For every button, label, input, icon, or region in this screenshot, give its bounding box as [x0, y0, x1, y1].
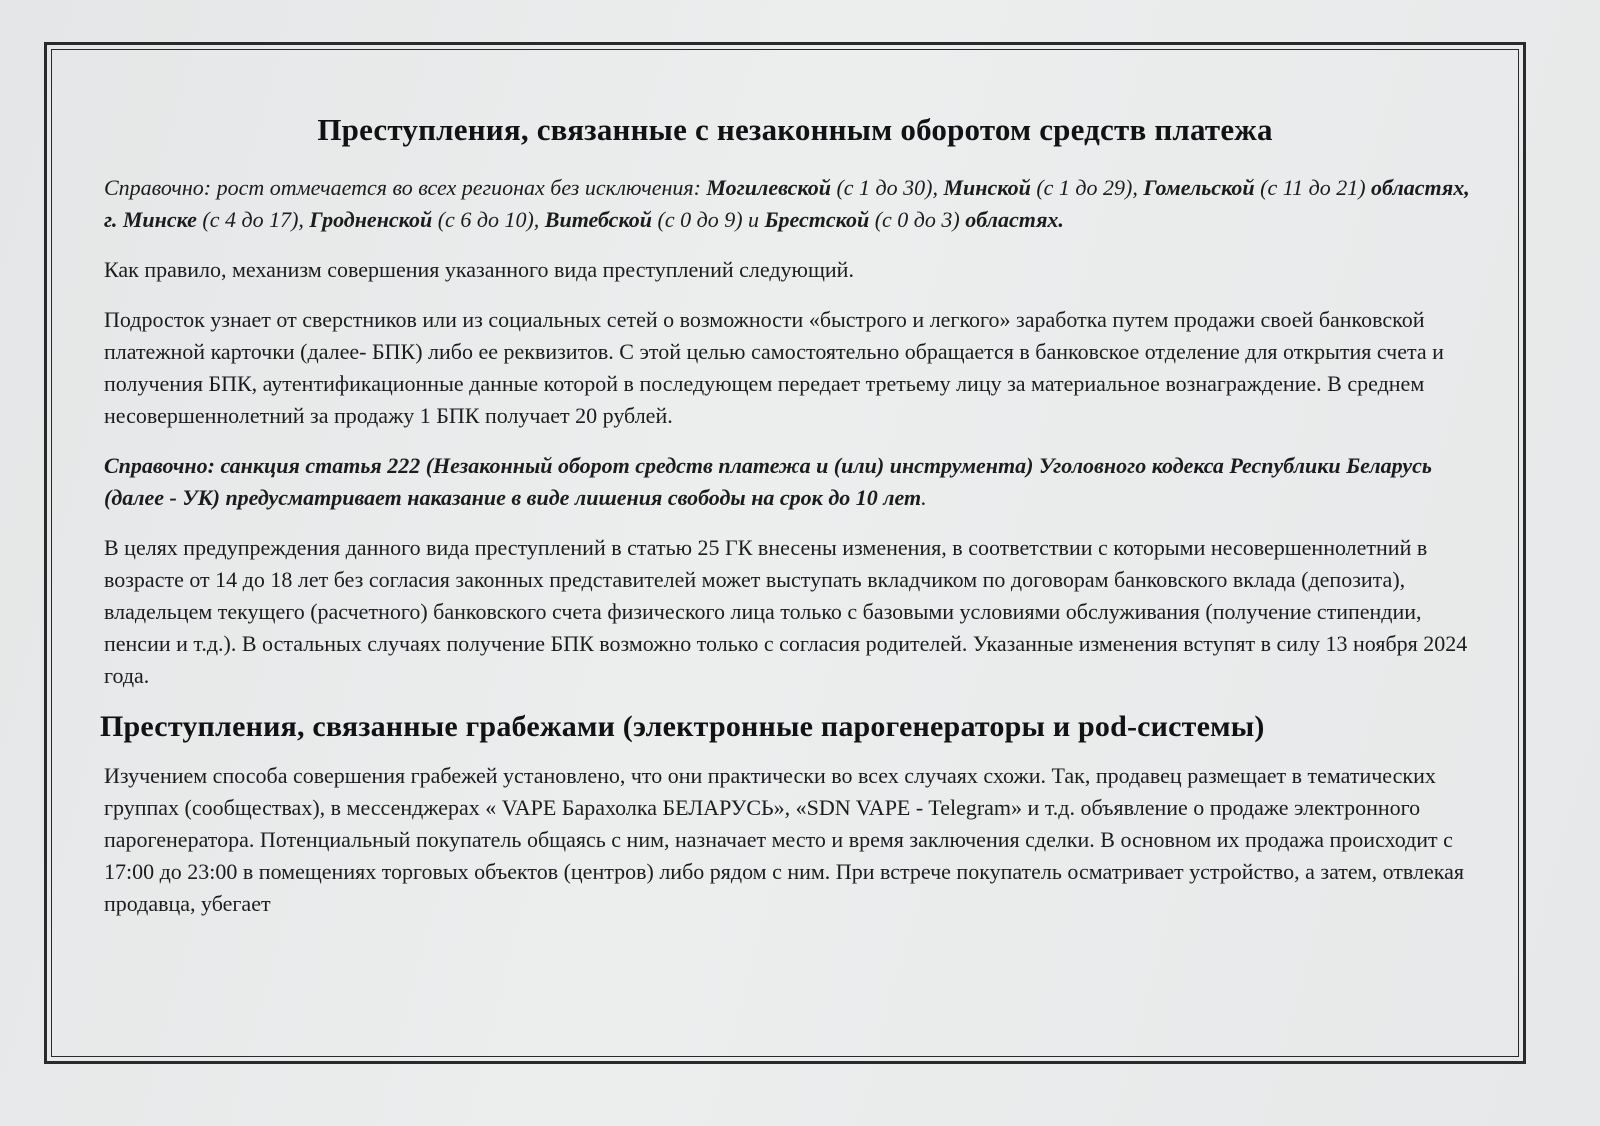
note-text: (с 11 до 21) — [1254, 175, 1372, 200]
note-text: (с 1 до 30), — [830, 175, 944, 200]
paragraph-mechanism-intro: Как правило, механизм совершения указанного вида преступлений следующий. — [104, 257, 854, 282]
paragraph-prevention-changes: В целях предупреждения данного вида преступлений в статью 25 ГК внесены изменения, в соответствии с которыми несовершеннолетний в возрасте от 14 до 18 лет без согласия законных представителей может выступать вкладчиком по договорам банковского вклада (депозита), владельцем текущего (расчетного) банковского счета физического лица только с базовыми условиями обслуживания (получение стипендии, пенсии и т.д.). В остальных случаях получение БПК возможно только с согласия родителей. Указанные изменения вступят в силу 13 ноября 2024 года. — [104, 535, 1468, 688]
reference-note-article-222 — [104, 450, 1486, 514]
note-text: (с 0 до 3) — [869, 207, 966, 232]
region-name: Гомельской — [1143, 175, 1255, 200]
region-name: Гродненской — [309, 207, 433, 232]
paragraph-mechanism-description: Подросток узнает от сверстников или из социальных сетей о возможности «быстрого и легкого» заработка путем продажи своей банковской платежной карточки (далее- БПК) либо ее реквизитов. С этой целью самостоятельно обращается в банковское отделение для открытия счета и получения БПК, аутентификационные данные которой в последующем передает третьему лицу за материальное вознаграждение. В среднем несовершеннолетний за продажу 1 БПК получает 20 рублей. — [104, 307, 1444, 428]
paragraph-robbery-method: Изучением способа совершения грабежей установлено, что они практически во всех случаях схожи. Так, продавец размещает в тематических группах (сообществах), в мессенджерах « VAPE Барахолка БЕЛАРУСЬ», «SDN VAPE - Telegram» и т.д. объявление о продаже электронного парогенератора. Потенциальный покупатель общаясь с ним, назначает место и время заключения сделки. В основном их продажа происходит с 17:00 до 23:00 в помещениях торговых объектов (центров) либо рядом с ним. При встрече покупатель осматривает устройство, а затем, отвлекая продавца, убегает — [104, 763, 1465, 916]
note-text: (с 1 до 29), — [1030, 175, 1144, 200]
section-heading-robbery-crimes: Преступления, связанные грабежами (электронные парогенераторы и pod-системы) — [100, 710, 1265, 743]
region-name: Могилевской — [706, 175, 831, 200]
region-name: областях, г. Минске — [104, 175, 1470, 232]
note-text: (с 4 до 17), — [196, 207, 310, 232]
note-text: (с 0 до 9) и — [652, 207, 765, 232]
note-bold-text: Справочно: санкция статья 222 (Незаконный оборот средств платежа и (или) инструмента) Уголовного кодекса Республики Беларусь (далее - УК) предусматривает наказание в виде лишения свободы на срок до 10 лет — [104, 453, 1432, 510]
reference-note-regions — [104, 172, 1486, 236]
region-name: областях. — [965, 207, 1064, 232]
region-name: Витебской — [544, 207, 652, 232]
document-body — [100, 112, 1486, 938]
region-name: Минской — [943, 175, 1031, 200]
note-text: (с 6 до 10), — [432, 207, 545, 232]
section-heading-payment-crimes: Преступления, связанные с незаконным оборотом средств платежа — [317, 112, 1273, 147]
region-name: Брестской — [764, 207, 870, 232]
note-text: Справочно: рост отмечается во всех регионах без исключения: — [104, 175, 707, 200]
note-text: . — [921, 485, 927, 510]
